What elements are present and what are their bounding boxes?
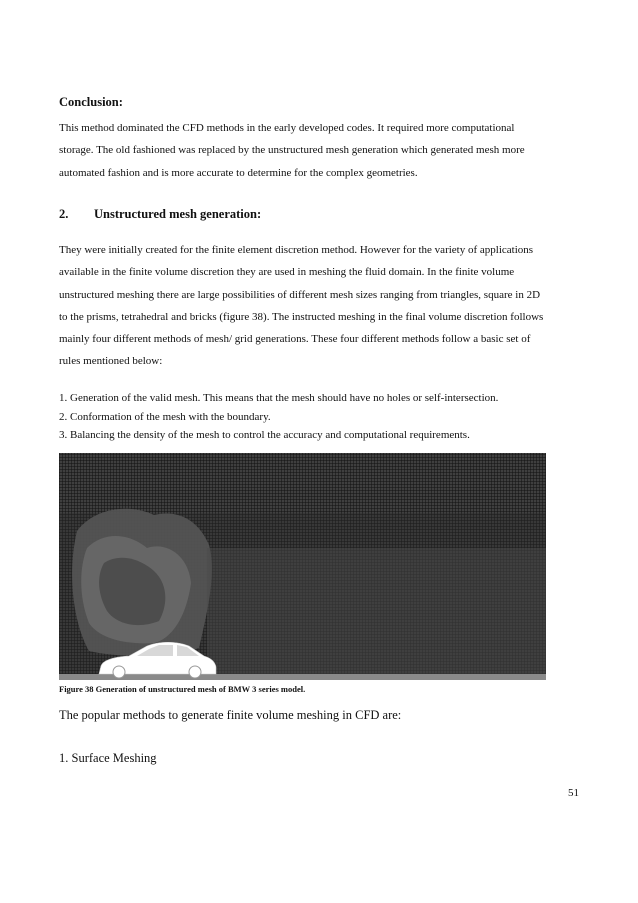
intro-line: unstructured meshing there are large possibilities of different mesh sizes ranging from triangles, square in 2D: [59, 288, 541, 301]
rule-item: 3. Balancing the density of the mesh to control the accuracy and computational requirements.: [59, 429, 470, 441]
mesh-figure: [59, 453, 546, 680]
figure-caption: Figure 38 Generation of unstructured mesh of BMW 3 series model.: [59, 684, 306, 694]
method-item: 1. Surface Meshing: [59, 751, 157, 765]
section-title: Unstructured mesh generation:: [94, 207, 262, 221]
rule-item: 1. Generation of the valid mesh. This means that the mesh should have no holes or self-intersection.: [59, 392, 499, 404]
rules-list: [59, 389, 580, 445]
conclusion-line: This method dominated the CFD methods in the early developed codes. It required more computational: [59, 122, 515, 134]
intro-line: rules mentioned below:: [59, 355, 163, 368]
conclusion-line: storage. The old fashioned was replaced by the unstructured mesh generation which generated mesh more: [59, 144, 525, 157]
methods-intro: The popular methods to generate finite volume meshing in CFD are:: [59, 708, 402, 722]
rule-item: 2. Conformation of the mesh with the boundary.: [59, 410, 271, 423]
intro-line: to the prisms, tetrahedral and bricks (figure 38). The instructed meshing in the final volume discretion follows: [59, 310, 544, 323]
section-number: 2.: [59, 207, 69, 221]
intro-line: mainly four different methods of mesh/ grid generations. These four different methods follow a basic set of: [59, 333, 531, 346]
conclusion-line: automated fashion and is more accurate to determine for the complex geometries.: [59, 166, 418, 179]
intro-line: They were initially created for the finite element discretion method. However for the variety of applications: [59, 244, 534, 256]
conclusion-heading: Conclusion:: [59, 95, 123, 109]
conclusion-paragraph: [59, 117, 580, 184]
page-number: 51: [568, 787, 579, 799]
mesh-image: [59, 453, 546, 680]
intro-paragraph: [59, 239, 580, 373]
intro-line: available in the finite volume discretion they are used in meshing the fluid domain. In the finite volume: [59, 266, 515, 279]
section-heading: [59, 207, 261, 222]
